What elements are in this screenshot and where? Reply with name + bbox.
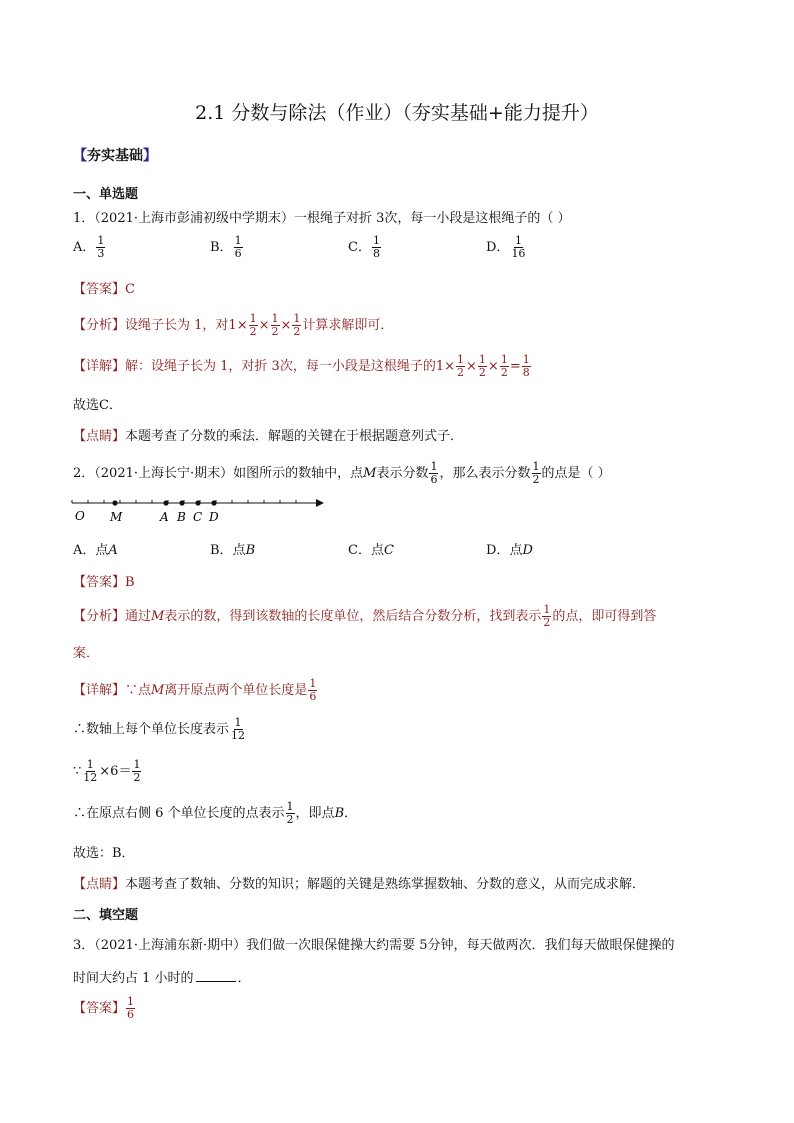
q2-conclusion: 故选：B． <box>73 846 135 861</box>
denominator: 2 <box>478 366 486 379</box>
q2-option-d[interactable] <box>486 539 533 558</box>
numerator: 1 <box>478 353 486 366</box>
q2-stem <box>73 461 611 486</box>
q2-number: 2． <box>73 466 95 481</box>
comment-tag: 【点睛】 <box>73 877 126 892</box>
q1-comment <box>73 425 463 444</box>
option-letter: A． <box>73 543 96 558</box>
point-m-dot <box>112 500 117 505</box>
q2-detail-3 <box>73 759 142 784</box>
fraction <box>234 235 243 260</box>
option-text: 点 <box>370 543 384 558</box>
q3-source: （2021·上海浦东新·期中） <box>94 938 247 953</box>
numerator: 1 <box>234 716 242 729</box>
option-text: 点 <box>95 543 109 558</box>
numerator: 1 <box>286 800 294 813</box>
point-b-label: B <box>334 806 345 821</box>
denominator: 2 <box>532 473 540 486</box>
fraction-half <box>478 354 487 379</box>
denominator: 2 <box>543 616 551 629</box>
q1-detail: 【详解】解：设绳子长为 1，对折 3次，每一小段是这根绳子的1× $\frac{1}{2}$ × $\frac{1}{2}$ × $\frac{1}{2}$ = $\frac{1}{8}$ <box>73 353 530 379</box>
q3-answer <box>73 996 136 1021</box>
fraction-sixth <box>308 678 317 703</box>
detail-tag: 【详解】 <box>73 359 126 374</box>
q2-option-b[interactable] <box>210 539 255 558</box>
detail-text: ∵点 <box>125 683 152 698</box>
numerator: 1 <box>133 758 141 771</box>
point-m-label: M <box>151 683 165 698</box>
q3-stem <box>73 934 675 953</box>
q1-number: 1． <box>73 211 95 226</box>
fraction-half <box>542 604 551 629</box>
numerator: 1 <box>430 460 438 473</box>
fraction-sixth <box>429 461 438 486</box>
q3-stem-cont <box>73 967 251 986</box>
section-heading <box>73 145 157 165</box>
answer-tag: 【答案】 <box>73 1001 126 1016</box>
fraction-half <box>249 313 258 338</box>
analysis-text: 设绳子长为 1，对1× <box>125 318 248 333</box>
analysis-tag: 【分析】 <box>73 318 126 333</box>
numerator: 1 <box>249 312 257 325</box>
fraction <box>96 235 105 260</box>
number-line-figure <box>70 494 330 526</box>
analysis-text-end: 计算求解即可． <box>302 318 394 333</box>
denominator: 3 <box>97 247 105 260</box>
q2-option-c[interactable] <box>348 539 394 558</box>
option-letter: B． <box>210 240 233 255</box>
detail-text: ，即点 <box>295 806 335 821</box>
option-letter: C． <box>348 543 371 558</box>
detail-text: ． <box>344 806 358 821</box>
denominator: 6 <box>234 247 242 260</box>
q2-answer <box>73 571 135 590</box>
q3-number: 3． <box>73 938 95 953</box>
option-point: A <box>108 543 118 558</box>
point-b-dot <box>179 500 184 505</box>
q1-analysis: 【分析】设绳子长为 1，对1× $\frac{1}{2}$ × $\frac{1}{2}$ × $\frac{1}{2}$ 计算求解即可． <box>73 312 394 338</box>
denominator: 6 <box>127 1008 135 1021</box>
denominator: 2 <box>286 813 294 826</box>
denominator: 2 <box>500 366 508 379</box>
q1-option-c[interactable] <box>348 235 382 260</box>
answer-tag: 【答案】 <box>73 575 126 590</box>
q1-stem-text: 一根绳子对折 3次，每一小段是这根绳子的（ ） <box>294 211 571 226</box>
numerator: 1 <box>97 234 105 247</box>
option-point: C <box>383 543 394 558</box>
denominator: 2 <box>457 366 464 379</box>
fraction-half <box>132 759 141 784</box>
section-label: 夯实基础 <box>87 148 143 164</box>
fraction-eighth <box>522 354 531 379</box>
denominator: 6 <box>309 690 317 703</box>
fraction <box>372 235 381 260</box>
q3-stem-text: 时间大约占 1 小时的 <box>73 971 194 986</box>
q2-detail-4 <box>73 801 357 826</box>
q2-analysis-cont: 案． <box>73 646 100 661</box>
numerator: 1 <box>309 677 317 690</box>
detail-text: ×6＝ <box>99 764 132 779</box>
q2-detail-1 <box>73 678 318 703</box>
point-m-label: M <box>363 466 377 481</box>
q1-source: （2021·上海市彭浦初级中学期末） <box>94 211 294 226</box>
answer-value: B <box>125 575 135 590</box>
numerator: 1 <box>522 353 530 366</box>
q1-stem <box>73 207 571 226</box>
axis-label-d: D <box>209 510 219 524</box>
q3-stem-text: ． <box>237 971 251 986</box>
point-m-label: M <box>151 609 165 624</box>
part2-heading: 二、填空题 <box>73 908 139 923</box>
numerator: 1 <box>500 353 508 366</box>
answer-value: C <box>125 282 135 297</box>
q2-source: （2021·上海长宁·期末） <box>94 466 234 481</box>
analysis-text: 通过 <box>125 609 152 624</box>
comment-tag: 【点睛】 <box>73 429 126 444</box>
point-a-dot <box>163 500 168 505</box>
option-text: 点 <box>232 543 246 558</box>
point-c-dot <box>195 500 200 505</box>
denominator: 8 <box>522 366 530 379</box>
section-open-bracket: 【 <box>73 148 87 164</box>
q2-stem-text: 如图所示的数轴中，点 <box>233 466 364 481</box>
axis-label-o: O <box>75 509 85 523</box>
q1-option-d[interactable] <box>486 235 527 260</box>
numerator: 1 <box>457 353 464 366</box>
fraction-half <box>271 313 280 338</box>
q2-stem-text: 的点是（ ） <box>541 466 611 481</box>
numerator: 1 <box>532 460 540 473</box>
denominator: 12 <box>231 729 246 742</box>
fraction-twelfth <box>230 717 246 742</box>
part1-heading: 一、单选题 <box>73 187 139 202</box>
detail-text: ∴在原点右侧 6 个单位长度的点表示 <box>73 806 285 821</box>
q2-option-a[interactable] <box>73 539 118 558</box>
numerator: 1 <box>271 312 279 325</box>
analysis-tag: 【分析】 <box>73 609 126 624</box>
detail-text: ∴数轴上每个单位长度表示 <box>73 722 230 737</box>
fraction-half <box>532 461 541 486</box>
comment-text: 本题考查了分数的乘法．解题的关键在于根据题意列式子． <box>125 429 464 444</box>
denominator: 6 <box>430 473 438 486</box>
axis-label-c: C <box>193 510 203 524</box>
option-point: D <box>522 543 533 558</box>
numerator: 1 <box>372 234 380 247</box>
detail-text: 离开原点两个单位长度是 <box>164 683 308 698</box>
q1-option-a[interactable] <box>73 235 106 260</box>
q2-stem-text: 表示分数 <box>376 466 429 481</box>
axis-label-m: M <box>110 510 123 524</box>
analysis-text: 表示的数，得到该数轴的长度单位，然后结合分数分析，找到表示 <box>164 609 542 624</box>
q2-comment <box>73 873 645 892</box>
page-title: 2.1 分数与除法（作业）（夯实基础+能力提升） <box>195 102 599 124</box>
axis-label-a: A <box>160 510 169 524</box>
fraction-half <box>500 354 509 379</box>
option-text: 点 <box>509 543 523 558</box>
fraction <box>510 235 526 260</box>
q2-detail-2 <box>73 717 247 742</box>
comment-text: 本题考查了数轴、分数的知识；解题的关键是熟练掌握数轴、分数的意义，从而完成求解． <box>125 877 646 892</box>
q2-analysis <box>73 604 656 629</box>
fraction-half <box>456 354 465 379</box>
option-letter: C． <box>348 240 371 255</box>
denominator: 2 <box>293 325 301 338</box>
answer-blank[interactable] <box>196 969 236 982</box>
numerator: 1 <box>86 758 94 771</box>
option-letter: D． <box>486 240 510 255</box>
denominator: 2 <box>133 771 141 784</box>
q1-option-b[interactable] <box>210 235 244 260</box>
denominator: 8 <box>372 247 380 260</box>
q2-stem-text: ，那么表示分数 <box>439 466 531 481</box>
denominator: 2 <box>271 325 279 338</box>
fraction-half <box>286 801 295 826</box>
q1-conclusion: 故选C． <box>73 398 122 413</box>
numerator: 1 <box>234 234 242 247</box>
option-letter: D． <box>486 543 510 558</box>
answer-fraction <box>126 996 135 1021</box>
denominator: 16 <box>511 247 526 260</box>
answer-tag: 【答案】 <box>73 282 126 297</box>
option-letter: B． <box>210 543 233 558</box>
detail-tag: 【详解】 <box>73 683 126 698</box>
fraction-twelfth <box>82 759 98 784</box>
numerator: 1 <box>127 995 135 1008</box>
fraction-half <box>292 313 301 338</box>
number-line-arrow <box>316 499 324 507</box>
denominator: 2 <box>249 325 257 338</box>
analysis-text: 的点，即可得到答 <box>552 609 657 624</box>
q3-stem-text: 我们做一次眼保健操大约需要 5分钟，每天做两次．我们每天做眼保健操的 <box>246 938 675 953</box>
detail-text: ∵ <box>73 764 82 779</box>
axis-label-b: B <box>177 510 186 524</box>
numerator: 1 <box>514 234 522 247</box>
point-d-dot <box>211 500 216 505</box>
option-letter: A． <box>73 240 96 255</box>
numerator: 1 <box>293 312 301 325</box>
q1-answer <box>73 278 135 297</box>
section-close-bracket: 】 <box>143 148 157 164</box>
option-point: B <box>245 543 256 558</box>
detail-text: 解：设绳子长为 1，对折 3次，每一小段是这根绳子的1× <box>125 359 455 374</box>
numerator: 1 <box>543 603 551 616</box>
denominator: 12 <box>83 771 98 784</box>
